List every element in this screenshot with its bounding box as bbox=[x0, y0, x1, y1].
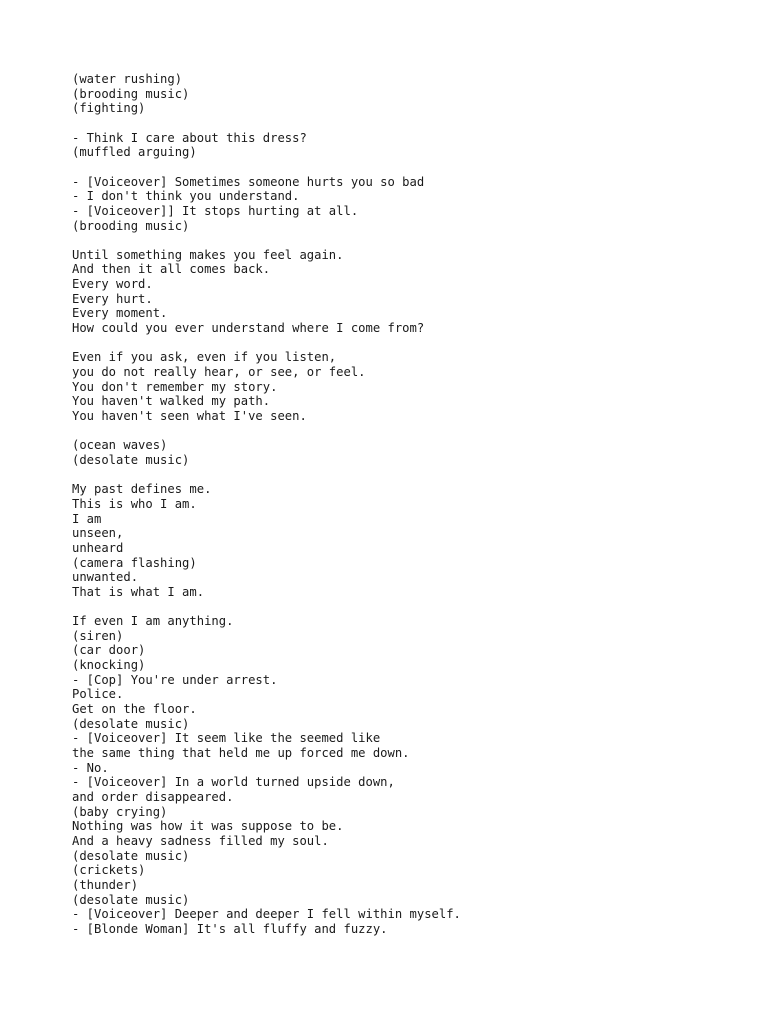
transcript-line: (water rushing) bbox=[72, 72, 183, 86]
transcript-line: unseen, bbox=[72, 526, 124, 541]
transcript-line: How could you ever understand where I come from? bbox=[72, 321, 425, 336]
transcript-line: (crickets) bbox=[72, 863, 146, 878]
transcript-line: (brooding music) bbox=[72, 86, 190, 101]
transcript-line: (knocking) bbox=[72, 658, 146, 673]
transcript-line: - [Cop] You're under arrest. bbox=[72, 672, 278, 687]
transcript-line: Nothing was how it was suppose to be. bbox=[72, 819, 344, 834]
transcript-line: I am bbox=[72, 511, 102, 526]
transcript-line: - I don't think you understand. bbox=[72, 189, 300, 204]
transcript-line: You don't remember my story. bbox=[72, 379, 278, 394]
transcript-line: You haven't seen what I've seen. bbox=[72, 409, 307, 424]
transcript-page bbox=[72, 72, 712, 951]
transcript-stanza bbox=[72, 131, 712, 160]
transcript-line: (desolate music) bbox=[72, 452, 190, 467]
transcript-line: (fighting) bbox=[72, 101, 146, 116]
transcript-line: you do not really hear, or see, or feel. bbox=[72, 365, 366, 380]
transcript-stanza bbox=[72, 248, 712, 336]
transcript-line: (camera flashing) bbox=[72, 555, 197, 570]
transcript-line: Every moment. bbox=[72, 306, 168, 321]
transcript-line: That is what I am. bbox=[72, 584, 205, 599]
transcript-line: - [Voiceover]] It stops hurting at all. bbox=[72, 203, 359, 218]
transcript-stanza bbox=[72, 614, 712, 936]
transcript-line: Get on the floor. bbox=[72, 702, 197, 717]
transcript-line: (desolate music) bbox=[72, 716, 190, 731]
transcript-line: - No. bbox=[72, 760, 109, 775]
transcript-line: (siren) bbox=[72, 628, 124, 643]
transcript-line: My past defines me. bbox=[72, 482, 212, 497]
transcript-stanza bbox=[72, 175, 712, 234]
transcript-line: If even I am anything. bbox=[72, 614, 234, 629]
transcript-line: (muffled arguing) bbox=[72, 145, 197, 160]
transcript-line: - Think I care about this dress? bbox=[72, 130, 307, 145]
transcript-line: unheard bbox=[72, 540, 124, 555]
transcript-line: Every word. bbox=[72, 277, 153, 292]
transcript-stanza bbox=[72, 438, 712, 467]
transcript-line: This is who I am. bbox=[72, 496, 197, 511]
transcript-line: Police. bbox=[72, 687, 124, 702]
transcript-stanza bbox=[72, 72, 712, 116]
transcript-stanza bbox=[72, 482, 712, 599]
transcript-line: - [Blonde Woman] It's all fluffy and fuzzy. bbox=[72, 921, 388, 936]
transcript-line: (desolate music) bbox=[72, 892, 190, 907]
transcript-line: You haven't walked my path. bbox=[72, 394, 271, 409]
transcript-line: (brooding music) bbox=[72, 218, 190, 233]
transcript-line: - [Voiceover] It seem like the seemed like bbox=[72, 731, 381, 746]
transcript-line: the same thing that held me up forced me down. bbox=[72, 746, 410, 761]
transcript-line: - [Voiceover] Sometimes someone hurts you so bad bbox=[72, 174, 425, 189]
transcript-line: Even if you ask, even if you listen, bbox=[72, 350, 337, 365]
transcript-stanza bbox=[72, 350, 712, 423]
transcript-line: (thunder) bbox=[72, 877, 139, 892]
transcript-line: (desolate music) bbox=[72, 848, 190, 863]
transcript-line: Until something makes you feel again. bbox=[72, 247, 344, 262]
transcript-line: and order disappeared. bbox=[72, 790, 234, 805]
transcript-line: - [Voiceover] In a world turned upside down, bbox=[72, 775, 395, 790]
transcript-line: And then it all comes back. bbox=[72, 262, 271, 277]
transcript-line: (ocean waves) bbox=[72, 438, 168, 453]
transcript-line: Every hurt. bbox=[72, 291, 153, 306]
transcript-line: (baby crying) bbox=[72, 804, 168, 819]
transcript-line: (car door) bbox=[72, 643, 146, 658]
transcript-line: - [Voiceover] Deeper and deeper I fell within myself. bbox=[72, 907, 461, 922]
transcript-line: unwanted. bbox=[72, 570, 139, 585]
transcript-line: And a heavy sadness filled my soul. bbox=[72, 834, 329, 849]
